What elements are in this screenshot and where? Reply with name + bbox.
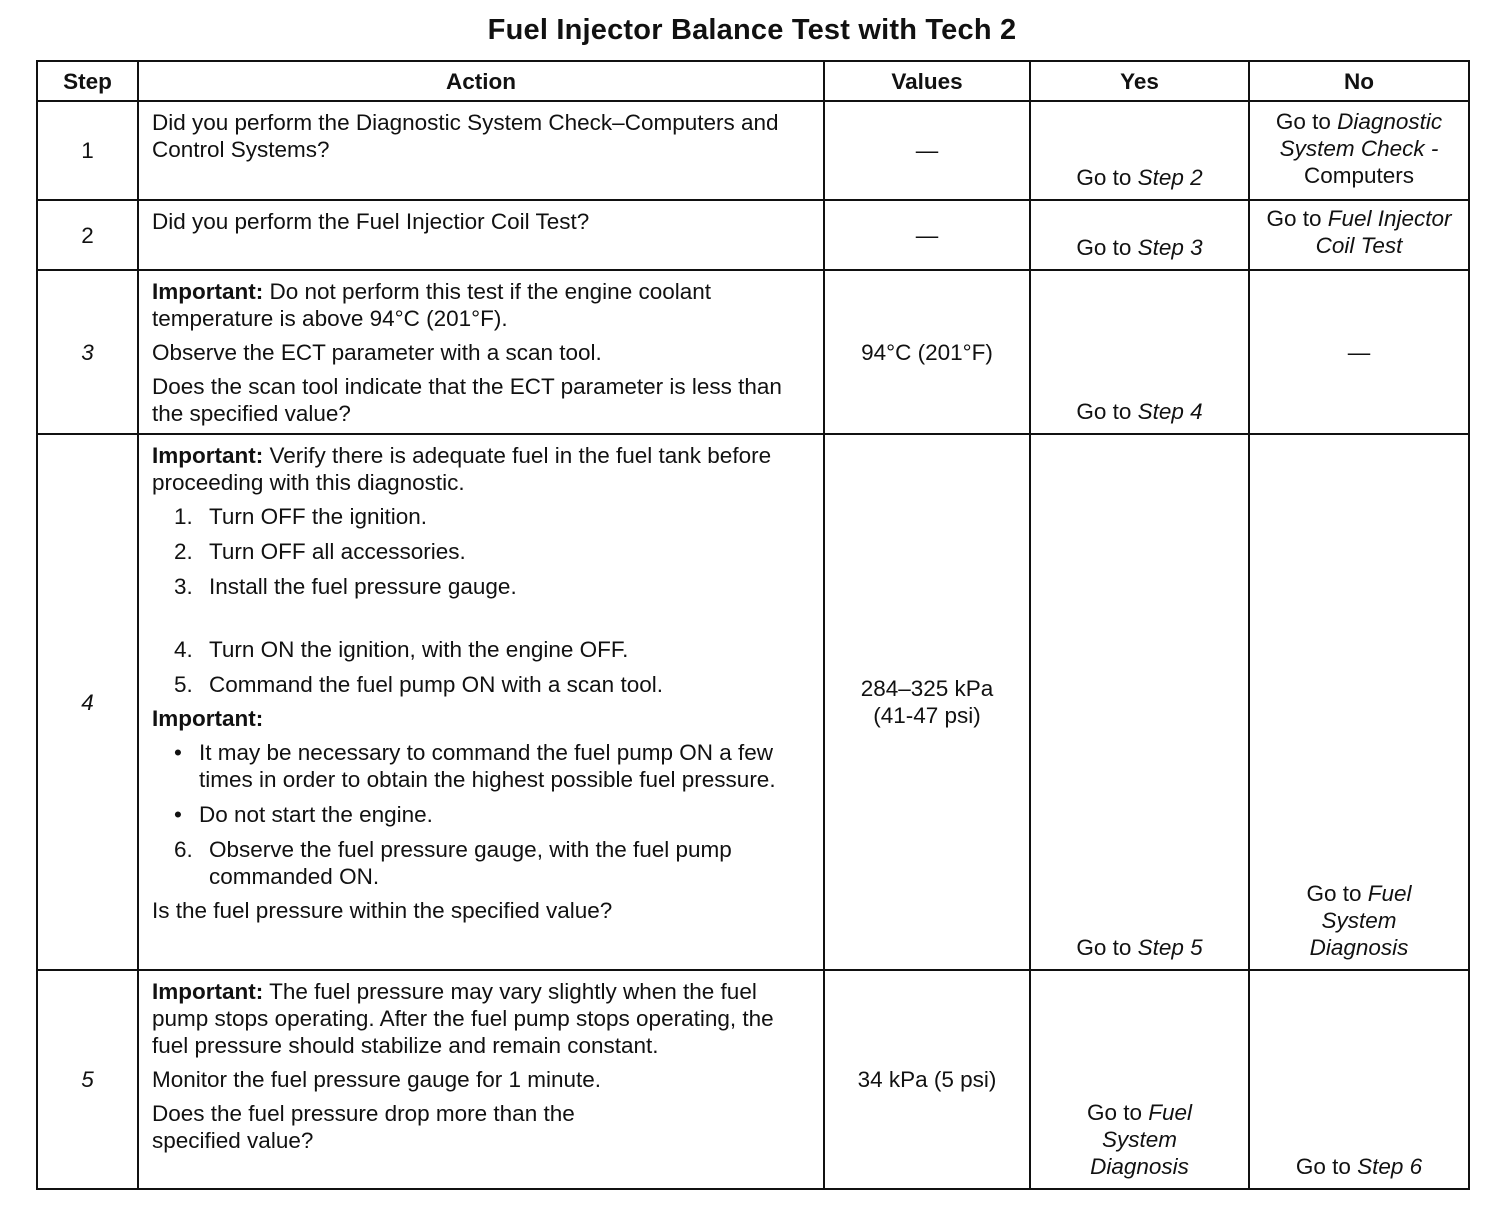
no-cell xyxy=(1249,101,1469,200)
no-cell: — xyxy=(1249,270,1469,434)
list-item: 2. Turn OFF all accessories. xyxy=(174,539,466,564)
table-row xyxy=(37,270,1469,434)
yes-link[interactable]: Step 3 xyxy=(1137,235,1203,260)
list-item: 1. Turn OFF the ignition. xyxy=(174,504,428,529)
important-label: Important: xyxy=(152,279,264,304)
value-cell xyxy=(824,434,1030,970)
header-row xyxy=(37,61,1469,101)
list-item: 6. Observe the fuel pressure gauge, with the fuel pump commanded ON. xyxy=(174,837,732,889)
yes-link[interactable]: Step 2 xyxy=(1137,165,1203,190)
yes-link[interactable]: Step 5 xyxy=(1137,935,1203,960)
action-text: Does the fuel pressure drop more than the specified value? xyxy=(152,1101,575,1153)
important-note xyxy=(152,978,811,1059)
action-text: Monitor the fuel pressure gauge for 1 minute. xyxy=(152,1067,602,1092)
header-yes: Yes xyxy=(1030,61,1249,101)
important-text: Verify there is adequate fuel in the fuel tank before proceeding with this diagnostic. xyxy=(152,443,772,495)
action-cell xyxy=(138,200,824,270)
action-text: Observe the ECT parameter with a scan tool. xyxy=(152,340,602,365)
yes-prefix: Go to xyxy=(1076,235,1132,260)
table-row xyxy=(37,434,1469,970)
step-number: 1 xyxy=(37,101,138,200)
value-cell: 94°C (201°F) xyxy=(824,270,1030,434)
procedure-list xyxy=(152,836,811,890)
list-item: 4. Turn ON the ignition, with the engine OFF. xyxy=(174,637,629,662)
diagnostic-table xyxy=(36,60,1470,1190)
no-cell xyxy=(1249,970,1469,1189)
no-cell xyxy=(1249,200,1469,270)
value-line: 284–325 kPa xyxy=(860,676,994,701)
bullet-list xyxy=(152,739,811,828)
list-item: • Do not start the engine. xyxy=(174,802,433,827)
step-number: 3 xyxy=(37,270,138,434)
yes-link[interactable]: Fuel System Diagnosis xyxy=(1090,1100,1193,1179)
header-step: Step xyxy=(37,61,138,101)
list-item: 5. Command the fuel pump ON with a scan tool. xyxy=(174,672,663,697)
no-prefix: Go to xyxy=(1275,109,1331,134)
yes-link[interactable]: Step 4 xyxy=(1137,399,1203,424)
no-prefix: Go to xyxy=(1306,881,1362,906)
action-question: Is the fuel pressure within the specified value? xyxy=(152,898,613,923)
yes-prefix: Go to xyxy=(1076,935,1132,960)
value-cell: — xyxy=(824,200,1030,270)
yes-prefix: Go to xyxy=(1086,1100,1142,1125)
list-item: 3. Install the fuel pressure gauge. xyxy=(174,574,517,599)
important-note xyxy=(152,278,811,332)
no-cell xyxy=(1249,434,1469,970)
yes-cell xyxy=(1030,434,1249,970)
value-line: (41-47 psi) xyxy=(873,703,981,728)
yes-prefix: Go to xyxy=(1076,399,1132,424)
no-prefix: Go to xyxy=(1266,206,1322,231)
important-label: Important: xyxy=(152,706,264,731)
page-title: Fuel Injector Balance Test with Tech 2 xyxy=(487,14,1017,46)
action-text: Did you perform the Diagnostic System Check–Computers and Control Systems? xyxy=(152,110,779,162)
table-row xyxy=(37,101,1469,200)
action-text: Did you perform the Fuel Injectior Coil Test? xyxy=(152,209,590,234)
important-label: Important: xyxy=(152,979,264,1004)
yes-prefix: Go to xyxy=(1076,165,1132,190)
procedure-list xyxy=(152,503,811,698)
action-cell xyxy=(138,434,824,970)
action-cell xyxy=(138,270,824,434)
important-text: The fuel pressure may vary slightly when the fuel pump stops operating. After the fuel pump stops operating, the fuel pressure should stabilize and remain constant. xyxy=(152,979,774,1058)
no-link[interactable]: Diagnostic System Check - xyxy=(1279,109,1443,161)
table-row xyxy=(37,970,1469,1189)
header-action: Action xyxy=(138,61,824,101)
yes-cell xyxy=(1030,270,1249,434)
list-item: • It may be necessary to command the fuel pump ON a few times in order to obtain the highest possible fuel pressure. xyxy=(174,740,776,792)
action-cell xyxy=(138,970,824,1189)
no-suffix: Computers xyxy=(1303,163,1415,188)
action-text: Does the scan tool indicate that the ECT parameter is less than the specified value? xyxy=(152,374,782,426)
step-number: 4 xyxy=(37,434,138,970)
step-number: 5 xyxy=(37,970,138,1189)
table-row xyxy=(37,200,1469,270)
value-cell: — xyxy=(824,101,1030,200)
value-cell: 34 kPa (5 psi) xyxy=(824,970,1030,1189)
no-prefix: Go to xyxy=(1295,1154,1351,1179)
no-link[interactable]: Step 6 xyxy=(1357,1154,1423,1179)
important-text: Do not perform this test if the engine coolant temperature is above 94°C (201°F). xyxy=(152,279,712,331)
header-no: No xyxy=(1249,61,1469,101)
action-cell xyxy=(138,101,824,200)
yes-cell xyxy=(1030,101,1249,200)
yes-cell xyxy=(1030,200,1249,270)
yes-cell xyxy=(1030,970,1249,1189)
no-link[interactable]: Fuel System Diagnosis xyxy=(1309,881,1412,960)
no-link[interactable]: Fuel Injector Coil Test xyxy=(1315,206,1452,258)
header-values: Values xyxy=(824,61,1030,101)
step-number: 2 xyxy=(37,200,138,270)
important-label: Important: xyxy=(152,443,264,468)
important-note xyxy=(152,442,811,496)
